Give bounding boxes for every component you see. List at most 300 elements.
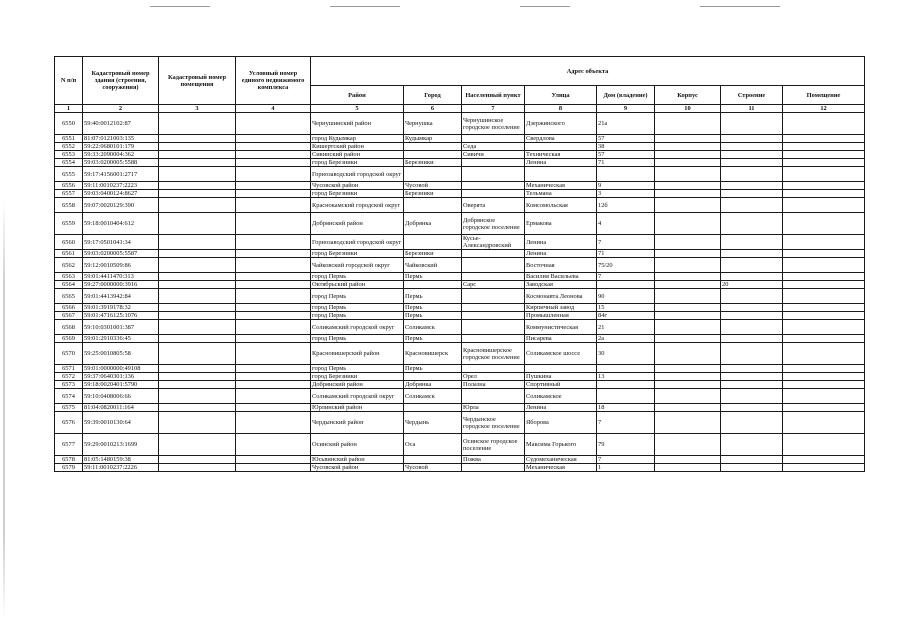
conditional-number-cell (236, 250, 311, 258)
settlement-cell: Сивичи (462, 151, 525, 159)
house-cell: 7 (597, 235, 655, 250)
table-row (55, 312, 865, 320)
city-cell: Пермь (404, 365, 462, 373)
street-cell: Судомеханическая (525, 456, 597, 464)
column-number: 11 (721, 105, 783, 113)
settlement-cell (462, 320, 525, 335)
building-cell (655, 151, 721, 159)
structure-cell (721, 412, 783, 434)
row-number: 6557 (55, 190, 83, 198)
district-cell: Октябрьский район (311, 281, 404, 289)
room-cell (783, 343, 865, 365)
conditional-number-cell (236, 464, 311, 472)
conditional-number-cell (236, 343, 311, 365)
room-cell (783, 273, 865, 281)
cadastral-room-cell (159, 456, 236, 464)
row-number: 6570 (55, 343, 83, 365)
cadastral-building-cell: 59:29:0010213:1699 (83, 434, 159, 456)
conditional-number-cell (236, 389, 311, 404)
building-cell (655, 312, 721, 320)
building-cell (655, 190, 721, 198)
row-number: 6568 (55, 320, 83, 335)
column-number: 5 (311, 105, 404, 113)
settlement-cell: Кусье-Александровский (462, 235, 525, 250)
conditional-number-cell (236, 456, 311, 464)
structure-cell (721, 190, 783, 198)
structure-cell (721, 381, 783, 389)
building-cell (655, 335, 721, 343)
district-cell: город Березники (311, 250, 404, 258)
room-cell (783, 213, 865, 235)
settlement-cell: Оверята (462, 198, 525, 213)
conditional-number-cell (236, 258, 311, 273)
structure-cell (721, 304, 783, 312)
row-number: 6562 (55, 258, 83, 273)
settlement-cell (462, 258, 525, 273)
house-cell: 7 (597, 456, 655, 464)
settlement-cell (462, 335, 525, 343)
room-cell (783, 258, 865, 273)
cadastral-building-cell: 59:25:0010805:58 (83, 343, 159, 365)
cadastral-room-cell (159, 304, 236, 312)
conditional-number-cell (236, 312, 311, 320)
house-cell: 79 (597, 434, 655, 456)
row-number: 6552 (55, 143, 83, 151)
table-row (55, 381, 865, 389)
house-cell: 9 (597, 182, 655, 190)
building-cell (655, 198, 721, 213)
street-cell: Ленина (525, 404, 597, 412)
scan-artifact-top (0, 6, 905, 8)
column-number: 3 (159, 105, 236, 113)
cadastral-building-cell: 59:18:0020401:5790 (83, 381, 159, 389)
district-cell: Чайковский городской округ (311, 258, 404, 273)
room-cell (783, 143, 865, 151)
column-number: 9 (597, 105, 655, 113)
district-cell: город Березники (311, 373, 404, 381)
column-number: 4 (236, 105, 311, 113)
house-cell (597, 389, 655, 404)
district-cell: Осинский район (311, 434, 404, 456)
header-room: Помещение (783, 86, 865, 105)
building-cell (655, 389, 721, 404)
city-cell: Березники (404, 159, 462, 167)
district-cell: город Пермь (311, 273, 404, 281)
conditional-number-cell (236, 320, 311, 335)
cadastral-room-cell (159, 289, 236, 304)
table-row (55, 289, 865, 304)
district-cell: Кишертский район (311, 143, 404, 151)
room-cell (783, 464, 865, 472)
cadastral-room-cell (159, 151, 236, 159)
city-cell: Оса (404, 434, 462, 456)
house-cell: 12б (597, 198, 655, 213)
room-cell (783, 190, 865, 198)
table-row (55, 412, 865, 434)
conditional-number-cell (236, 404, 311, 412)
table-row (55, 389, 865, 404)
settlement-cell (462, 190, 525, 198)
district-cell: Чернушинский район (311, 113, 404, 135)
room-cell (783, 335, 865, 343)
structure-cell (721, 273, 783, 281)
house-cell (597, 167, 655, 182)
cadastral-building-cell: 81:04:0820011:164 (83, 404, 159, 412)
column-number: 1 (55, 105, 83, 113)
settlement-cell: Юрла (462, 404, 525, 412)
settlement-cell (462, 464, 525, 472)
street-cell: Ленина (525, 235, 597, 250)
street-cell: Заводская (525, 281, 597, 289)
district-cell: Чердынский район (311, 412, 404, 434)
house-cell: 13 (597, 373, 655, 381)
city-cell: Чайковский (404, 258, 462, 273)
conditional-number-cell (236, 304, 311, 312)
cadastral-room-cell (159, 258, 236, 273)
cadastral-room-cell (159, 320, 236, 335)
column-number-row (55, 105, 865, 113)
building-cell (655, 113, 721, 135)
house-cell: 7 (597, 412, 655, 434)
row-number: 6569 (55, 335, 83, 343)
conditional-number-cell (236, 281, 311, 289)
row-number: 6560 (55, 235, 83, 250)
structure-cell (721, 434, 783, 456)
row-number: 6553 (55, 151, 83, 159)
settlement-cell: Чердынское городское поселение (462, 412, 525, 434)
structure-cell (721, 159, 783, 167)
street-cell: Кирпичный завод (525, 304, 597, 312)
room-cell (783, 304, 865, 312)
building-cell (655, 159, 721, 167)
district-cell: город Пермь (311, 365, 404, 373)
city-cell (404, 456, 462, 464)
building-cell (655, 412, 721, 434)
row-number: 6571 (55, 365, 83, 373)
building-cell (655, 289, 721, 304)
cadastral-building-cell: 59:10:0408006:66 (83, 389, 159, 404)
street-cell: Механическая (525, 464, 597, 472)
district-cell: Краснокамский городской округ (311, 198, 404, 213)
structure-cell (721, 343, 783, 365)
room-cell (783, 289, 865, 304)
building-cell (655, 304, 721, 312)
structure-cell (721, 113, 783, 135)
row-number: 6561 (55, 250, 83, 258)
district-cell: Юсьвинский район (311, 456, 404, 464)
column-number: 6 (404, 105, 462, 113)
city-cell (404, 373, 462, 381)
city-cell: Добрянка (404, 213, 462, 235)
cadastral-room-cell (159, 167, 236, 182)
table-row (55, 213, 865, 235)
district-cell: город Пермь (311, 312, 404, 320)
house-cell: 3 (597, 190, 655, 198)
district-cell: город Березники (311, 190, 404, 198)
settlement-cell: Седа (462, 143, 525, 151)
cadastral-room-cell (159, 113, 236, 135)
row-number: 6563 (55, 273, 83, 281)
structure-cell (721, 167, 783, 182)
column-number: 10 (655, 105, 721, 113)
district-cell: Добрянский район (311, 213, 404, 235)
house-cell: 21 (597, 320, 655, 335)
table-row (55, 182, 865, 190)
house-cell: 38 (597, 143, 655, 151)
settlement-cell (462, 273, 525, 281)
district-cell: Соликамский городской округ (311, 389, 404, 404)
conditional-number-cell (236, 412, 311, 434)
street-cell: Дзержинского (525, 113, 597, 135)
settlement-cell (462, 289, 525, 304)
row-number: 6565 (55, 289, 83, 304)
street-cell (525, 365, 597, 373)
street-cell: Ленина (525, 159, 597, 167)
table-row (55, 135, 865, 143)
district-cell: Соликамский городской округ (311, 320, 404, 335)
conditional-number-cell (236, 167, 311, 182)
structure-cell (721, 258, 783, 273)
city-cell: Чусовой (404, 182, 462, 190)
cadastral-building-cell: 59:10:0301001:387 (83, 320, 159, 335)
structure-cell (721, 320, 783, 335)
city-cell: Добрянка (404, 381, 462, 389)
structure-cell (721, 213, 783, 235)
conditional-number-cell (236, 151, 311, 159)
structure-cell (721, 365, 783, 373)
street-cell: Пушкина (525, 373, 597, 381)
street-cell: Соликамское (525, 389, 597, 404)
cadastral-room-cell (159, 190, 236, 198)
row-number: 6579 (55, 464, 83, 472)
table-row (55, 273, 865, 281)
column-number: 8 (525, 105, 597, 113)
city-cell: Пермь (404, 304, 462, 312)
cadastral-room-cell (159, 335, 236, 343)
room-cell (783, 135, 865, 143)
table-row (55, 113, 865, 135)
column-number: 2 (83, 105, 159, 113)
cadastral-room-cell (159, 365, 236, 373)
city-cell: Соликамск (404, 320, 462, 335)
table-row (55, 434, 865, 456)
street-cell: Тельмана (525, 190, 597, 198)
header-settlement: Населенный пункт (462, 86, 525, 105)
room-cell (783, 365, 865, 373)
street-cell (525, 143, 597, 151)
conditional-number-cell (236, 190, 311, 198)
structure-cell (721, 250, 783, 258)
scan-artifact-left-edge (3, 200, 5, 620)
street-cell: Писарева (525, 335, 597, 343)
cadastral-room-cell (159, 235, 236, 250)
street-cell: Максима Горького (525, 434, 597, 456)
cadastral-room-cell (159, 373, 236, 381)
structure-cell (721, 464, 783, 472)
room-cell (783, 113, 865, 135)
building-cell (655, 381, 721, 389)
structure-cell (721, 151, 783, 159)
district-cell: Горнозаводский городской округ (311, 235, 404, 250)
row-number: 6555 (55, 167, 83, 182)
city-cell (404, 143, 462, 151)
city-cell (404, 281, 462, 289)
district-cell: город Пермь (311, 289, 404, 304)
settlement-cell: Полазна (462, 381, 525, 389)
cadastral-room-cell (159, 273, 236, 281)
cadastral-building-cell: 81:05:1480159:38 (83, 456, 159, 464)
settlement-cell (462, 182, 525, 190)
cadastral-building-cell: 59:17:4156001:2717 (83, 167, 159, 182)
registry-rows (55, 113, 865, 472)
district-cell: город Березники (311, 159, 404, 167)
cadastral-room-cell (159, 412, 236, 434)
cadastral-room-cell (159, 135, 236, 143)
city-cell: Пермь (404, 289, 462, 304)
city-cell (404, 404, 462, 412)
structure-cell (721, 235, 783, 250)
settlement-cell (462, 135, 525, 143)
building-cell (655, 182, 721, 190)
street-cell: Техническая (525, 151, 597, 159)
table-row (55, 235, 865, 250)
district-cell: Горнозаводский городской округ (311, 167, 404, 182)
structure-cell (721, 456, 783, 464)
row-number: 6572 (55, 373, 83, 381)
cadastral-room-cell (159, 250, 236, 258)
conditional-number-cell (236, 289, 311, 304)
cadastral-building-cell: 59:17:0501041:34 (83, 235, 159, 250)
settlement-cell (462, 167, 525, 182)
row-number: 6551 (55, 135, 83, 143)
structure-cell (721, 335, 783, 343)
settlement-cell: Пожва (462, 456, 525, 464)
district-cell: Сивинский район (311, 151, 404, 159)
cadastral-building-cell: 59:40:0012102:87 (83, 113, 159, 135)
cadastral-building-cell: 81:07:0121003:135 (83, 135, 159, 143)
settlement-cell (462, 312, 525, 320)
header-row-1 (55, 57, 865, 86)
row-number: 6559 (55, 213, 83, 235)
room-cell (783, 198, 865, 213)
city-cell: Чернушка (404, 113, 462, 135)
cadastral-building-cell: 59:01:0000000:49108 (83, 365, 159, 373)
building-cell (655, 135, 721, 143)
city-cell: Березники (404, 250, 462, 258)
table-row (55, 143, 865, 151)
table-row (55, 167, 865, 182)
district-cell: город Пермь (311, 335, 404, 343)
settlement-cell (462, 365, 525, 373)
building-cell (655, 250, 721, 258)
house-cell: 57 (597, 151, 655, 159)
row-number: 6564 (55, 281, 83, 289)
conditional-number-cell (236, 135, 311, 143)
table-row (55, 365, 865, 373)
structure-cell (721, 389, 783, 404)
conditional-number-cell (236, 159, 311, 167)
table-row (55, 343, 865, 365)
settlement-cell: Добрянское городское поселение (462, 213, 525, 235)
settlement-cell: Осинское городское поселение (462, 434, 525, 456)
cadastral-building-cell: 59:18:0010404:612 (83, 213, 159, 235)
settlement-cell: Красновишерское городское поселение (462, 343, 525, 365)
city-cell: Пермь (404, 335, 462, 343)
cadastral-building-cell: 59:39:0010130:64 (83, 412, 159, 434)
cadastral-building-cell: 59:11:0010237:2223 (83, 182, 159, 190)
structure-cell (721, 373, 783, 381)
cadastral-building-cell: 59:01:3919178:32 (83, 304, 159, 312)
house-cell: 75/20 (597, 258, 655, 273)
street-cell: Коммунистическая (525, 320, 597, 335)
building-cell (655, 143, 721, 151)
room-cell (783, 151, 865, 159)
table-row (55, 373, 865, 381)
cadastral-building-cell: 59:01:4413942:84 (83, 289, 159, 304)
row-number: 6566 (55, 304, 83, 312)
building-cell (655, 273, 721, 281)
cadastral-building-cell: 59:03:0200005:5587 (83, 250, 159, 258)
cadastral-room-cell (159, 343, 236, 365)
conditional-number-cell (236, 213, 311, 235)
district-cell: город Пермь (311, 304, 404, 312)
header-n: N п/п (55, 57, 83, 105)
city-cell: Чусовой (404, 464, 462, 472)
cadastral-room-cell (159, 143, 236, 151)
house-cell (597, 281, 655, 289)
header-house: Дом (владение) (597, 86, 655, 105)
conditional-number-cell (236, 198, 311, 213)
street-cell: Космонавта Леонова (525, 289, 597, 304)
header-cadastral-room: Кадастровый номер помещения (159, 57, 236, 105)
structure-cell (721, 143, 783, 151)
building-cell (655, 235, 721, 250)
row-number: 6577 (55, 434, 83, 456)
conditional-number-cell (236, 365, 311, 373)
cadastral-building-cell: 59:01:4716125:1076 (83, 312, 159, 320)
header-cadastral-building: Кадастровый номер здания (строения, сооружения) (83, 57, 159, 105)
cadastral-building-cell: 59:01:4411470:313 (83, 273, 159, 281)
building-cell (655, 373, 721, 381)
street-cell: Механическая (525, 182, 597, 190)
row-number: 6578 (55, 456, 83, 464)
building-cell (655, 258, 721, 273)
structure-cell (721, 289, 783, 304)
district-cell: Красновишерский район (311, 343, 404, 365)
city-cell: Пермь (404, 273, 462, 281)
house-cell: 21а (597, 113, 655, 135)
street-cell: Спортивный (525, 381, 597, 389)
street-cell: Восточная (525, 258, 597, 273)
city-cell: Березники (404, 190, 462, 198)
district-cell: Юрлинский район (311, 404, 404, 412)
conditional-number-cell (236, 381, 311, 389)
building-cell (655, 320, 721, 335)
building-cell (655, 213, 721, 235)
house-cell: 84г (597, 312, 655, 320)
header-street: Улица (525, 86, 597, 105)
room-cell (783, 320, 865, 335)
room-cell (783, 412, 865, 434)
table-row (55, 456, 865, 464)
house-cell: 15 (597, 304, 655, 312)
house-cell: 30 (597, 343, 655, 365)
street-cell: Ермакова (525, 213, 597, 235)
street-cell (525, 167, 597, 182)
cadastral-building-cell: 59:11:0010237:2226 (83, 464, 159, 472)
cadastral-building-cell: 59:03:0200005:5588 (83, 159, 159, 167)
header-building: Корпус (655, 86, 721, 105)
